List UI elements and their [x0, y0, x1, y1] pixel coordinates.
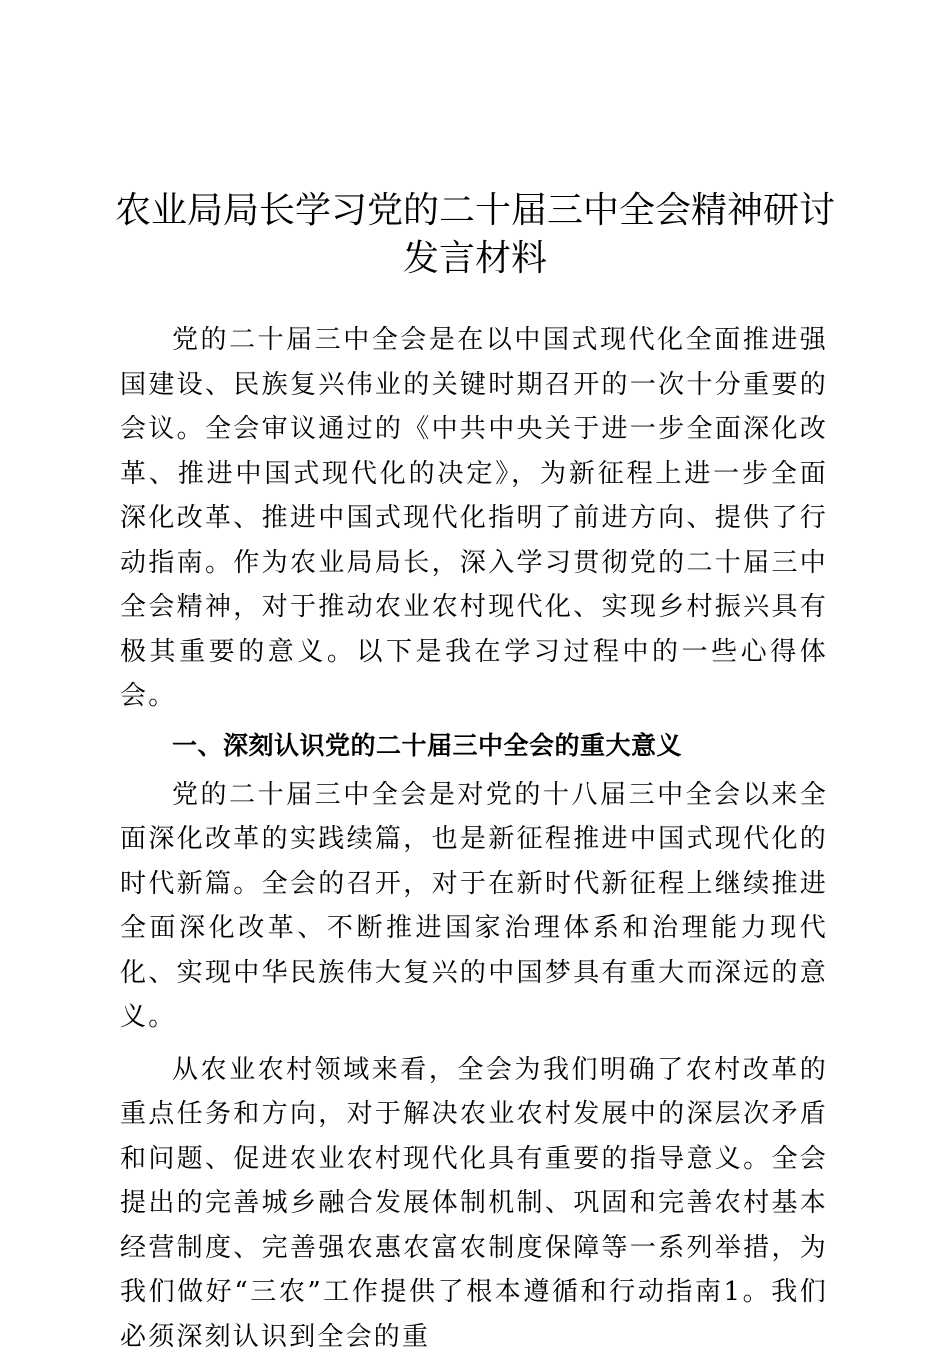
document-body: [120, 318, 828, 1359]
title-line-1: 农业局局长学习党的二十届三中全会精神研讨: [100, 187, 850, 235]
section-heading-1: 一、深刻认识党的二十届三中全会的重大意义: [120, 719, 828, 773]
section1-paragraph-1: 党的二十届三中全会是对党的十八届三中全会以来全面深化改革的实践续篇，也是新征程推进中国式现代化的时代新篇。全会的召开，对于在新时代新征程上继续推进全面深化改革、不断推进国家治理体系和治理能力现代化、实现中华民族伟大复兴的中国梦具有重大而深远的意义。: [120, 773, 828, 1040]
document-title: [100, 187, 850, 283]
paragraph-spacer: [120, 1040, 828, 1048]
intro-paragraph: 党的二十届三中全会是在以中国式现代化全面推进强国建设、民族复兴伟业的关键时期召开的一次十分重要的会议。全会审议通过的《中共中央关于进一步全面深化改革、推进中国式现代化的决定》，为新征程上进一步全面深化改革、推进中国式现代化指明了前进方向、提供了行动指南。作为农业局局长，深入学习贯彻党的二十届三中全会精神，对于推动农业农村现代化、实现乡村振兴具有极其重要的意义。以下是我在学习过程中的一些心得体会。: [120, 318, 828, 719]
title-line-2: 发言材料: [100, 235, 850, 283]
section1-paragraph-2: 从农业农村领域来看，全会为我们明确了农村改革的重点任务和方向，对于解决农业农村发展中的深层次矛盾和问题、促进农业农村现代化具有重要的指导意义。全会提出的完善城乡融合发展体制机制、巩固和完善农村基本经营制度、完善强农惠农富农制度保障等一系列举措，为我们做好“三农”工作提供了根本遵循和行动指南1。我们必须深刻认识到全会的重: [120, 1048, 828, 1359]
